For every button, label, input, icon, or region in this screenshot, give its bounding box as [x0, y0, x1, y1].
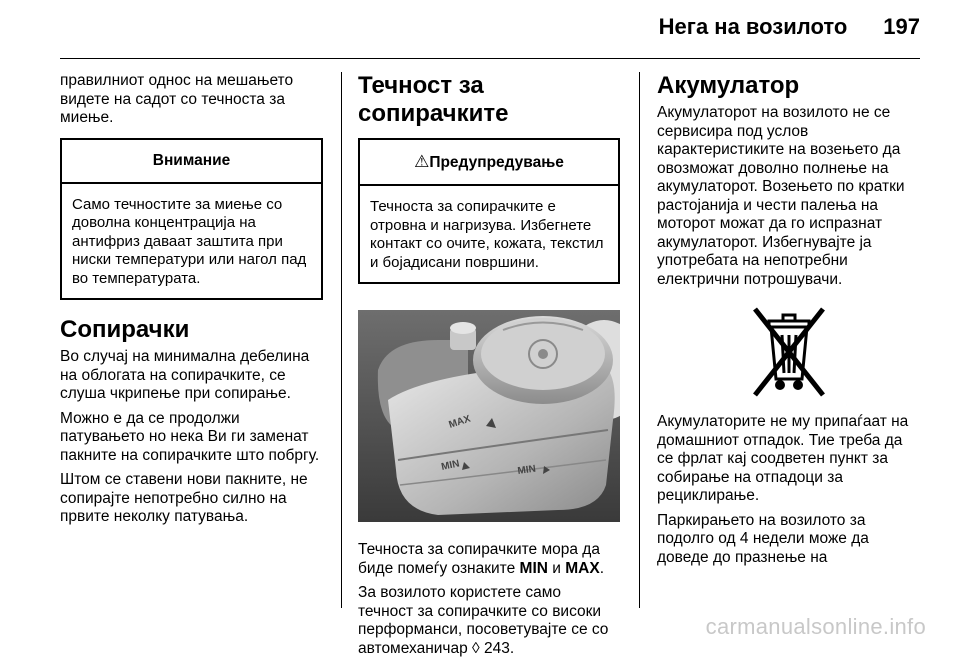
brakes-paragraph-2: Можно е да се продолжи патувањето но нека Ви ги заменат пакните на сопирачките што побргу.	[60, 409, 320, 464]
brakes-paragraph-3: Штом се ставени нови пакните, не сопирајте непотребно силно на првите неколку патувања.	[60, 471, 308, 525]
and-word: и	[552, 559, 561, 577]
crossed-bin-icon	[749, 299, 829, 399]
column-divider-1	[341, 72, 342, 608]
battery-paragraph-1: Акумулаторот на возилото не се сервисира под услов карактеристиките на возењето да овозможат доволно полнење на акумулаторот. Возењето по кратки растојанија и чести палења на моторот можат да го испразнат акумулаторот. Избегнувајте ја употребата на непотребни електрични потрошувачи.	[657, 104, 905, 288]
section-title-brake-fluid: Течност за сопирачките	[358, 72, 509, 127]
max-mark-label: MAX	[447, 413, 473, 431]
brake-fluid-reservoir-photo	[358, 310, 620, 522]
battery-paragraph-3: Паркирањето на возилото за подолго од 4 недели може да доведе до празнење на	[657, 511, 869, 566]
header-rule	[60, 58, 920, 59]
fluid-quality-paragraph	[358, 584, 620, 658]
section-title-battery: Акумулатор	[657, 72, 800, 99]
fluid-level-text: Течноста за сопирачките мора да биде помеѓу ознаките	[358, 541, 600, 577]
page-ref-link[interactable]: 243.	[484, 639, 515, 657]
section-title-brakes: Сопирачки	[60, 316, 190, 343]
intro-paragraph: правилниот однос на мешањето видете на садот со течноста за миење.	[60, 72, 294, 126]
brakes-paragraph-1: Во случај на минимална дебелина на облогата на сопирачките, се слуша чкрипење при сопирање.	[60, 348, 310, 402]
warning-header	[360, 140, 618, 186]
min-keyword: MIN	[519, 559, 548, 577]
warning-triangle-icon: ⚠	[414, 152, 430, 171]
notice-title: Внимание	[62, 140, 321, 184]
notice-box	[60, 138, 323, 301]
page-header	[659, 14, 920, 40]
warning-title: Предупредување	[429, 154, 564, 171]
fluid-quality-text: За возилото користете само течност за сопирачките со високи перформанси, посоветувајте се со автомеханичар	[358, 584, 609, 657]
battery-paragraph-2: Акумулаторите не му припаѓаат на домашниот отпадок. Тие треба да се фрлат кај соодветен пункт за собирање на отпадоци за рециклирање.	[657, 413, 909, 504]
watermark: carmanualsonline.info	[705, 614, 926, 639]
column-divider-2	[639, 72, 640, 608]
notice-body: Само течностите за миење со доволна концентрација на антифриз даваат заштита при ниски температури или нагол пад во температурата.	[72, 195, 307, 287]
page-number: 197	[883, 14, 920, 39]
min-mark-label-right: MIN	[516, 463, 537, 477]
page-ref-icon: ◊	[472, 639, 480, 657]
header-title: Нега на возилото	[658, 14, 848, 39]
min-mark-label-left: MIN	[440, 458, 461, 473]
max-keyword: MAX	[565, 559, 600, 577]
warning-box	[358, 138, 620, 284]
fluid-level-paragraph: Течноста за сопирачките мора да биде помеѓу ознаките MIN и MAX.	[358, 541, 605, 577]
column-right	[657, 72, 920, 573]
warning-body: Течноста за сопирачките е отровна и нагризува. Избегнете контакт со очите, кожата, текстил и бојадисани површини.	[370, 198, 604, 271]
column-middle	[358, 72, 620, 664]
column-left	[60, 72, 323, 533]
